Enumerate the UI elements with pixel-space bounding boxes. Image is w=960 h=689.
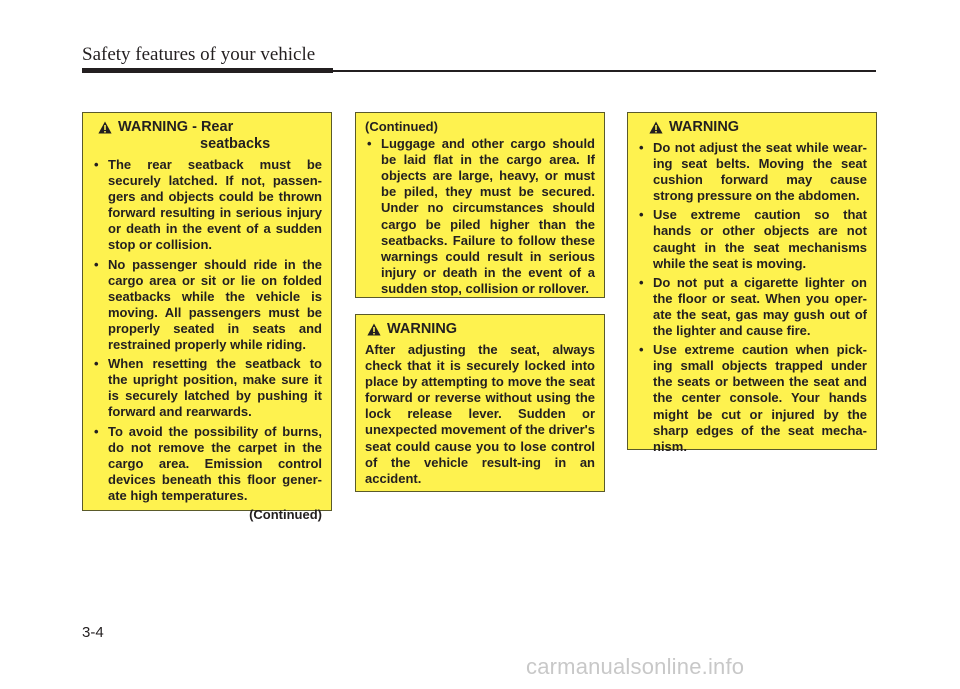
warning-heading-text: WARNING [669, 119, 740, 135]
header-rule-thick [82, 68, 333, 73]
list-item: • To avoid the possibility of burns, do not remove the carpet in the cargo area. Emission control devices beneath this floor gener-ate high temperatures. [92, 424, 322, 504]
list-item: • Use extreme caution when pick-ing small objects trapped under the seats or between the seat and the center console. Your hands might be cut or injured by the sharp edges of the seat mecha-nism. [637, 342, 867, 455]
list-item: • Do not adjust the seat while wear-ing seat belts. Moving the seat cushion forward may cause strong pressure on the abdomen. [637, 140, 867, 204]
page-header-title: Safety features of your vehicle [82, 44, 316, 65]
page-number: 3-4 [82, 624, 104, 641]
warning-list [637, 140, 867, 455]
warning-list [365, 136, 595, 297]
list-item: • Do not put a cigarette lighter on the floor or seat. When you oper-ate the seat, gas may gush out of the lighter and cause fire. [637, 275, 867, 339]
warning-heading [637, 119, 867, 136]
warning-heading-line2: seatbacks [200, 136, 271, 152]
continued-label: (Continued) [365, 119, 438, 134]
list-item: • The rear seatback must be securely latched. If not, passen-gers and objects could be thrown forward resulting in serious injury or death in the event of a sudden stop or collision. [92, 157, 322, 254]
warning-heading [365, 321, 595, 338]
warning-box-continued [355, 112, 605, 298]
warning-triangle-icon [98, 121, 112, 134]
warning-box-rear-seatbacks [82, 112, 332, 522]
watermark: carmanualsonline.info [526, 654, 745, 679]
list-item: • No passenger should ride in the cargo area or sit or lie on folded seatbacks while the vehicle is moving. All passengers must be properly seated in seats and restrained properly while riding. [92, 257, 322, 354]
continued-label: (Continued) [249, 506, 322, 522]
warning-list [92, 157, 322, 504]
warning-heading [92, 119, 322, 153]
warning-box-seat [627, 112, 877, 454]
warning-triangle-icon [649, 121, 663, 134]
warning-heading-line1: WARNING - Rear [118, 119, 234, 135]
header-rule-thin [333, 70, 876, 72]
warning-triangle-icon [367, 323, 381, 336]
list-item: • Luggage and other cargo should be laid flat in the cargo area. If objects are large, heavy, or must be piled, they must be secured. Under no circumstances should cargo be piled higher than the seatbacks. Failure to follow these warnings could result in serious injury or death in the event of a sudden stop, collision or rollover. [365, 136, 595, 297]
warning-heading-text: WARNING [387, 321, 458, 337]
list-item: • When resetting the seatback to the upright position, make sure it is securely latched by pushing it forward and rearwards. [92, 356, 322, 420]
list-item: • Use extreme caution so that hands or other objects are not caught in the seat mechanisms while the seat is moving. [637, 207, 867, 271]
warning-box-seat-adjusting [355, 314, 605, 492]
warning-text: After adjusting the seat, always check that it is securely locked into place by attempting to move the seat forward or reverse without using the lock release lever. Sudden or unexpected movement of the driver's seat could cause you to lose control of the vehicle result-ing in an accident. [365, 342, 595, 486]
